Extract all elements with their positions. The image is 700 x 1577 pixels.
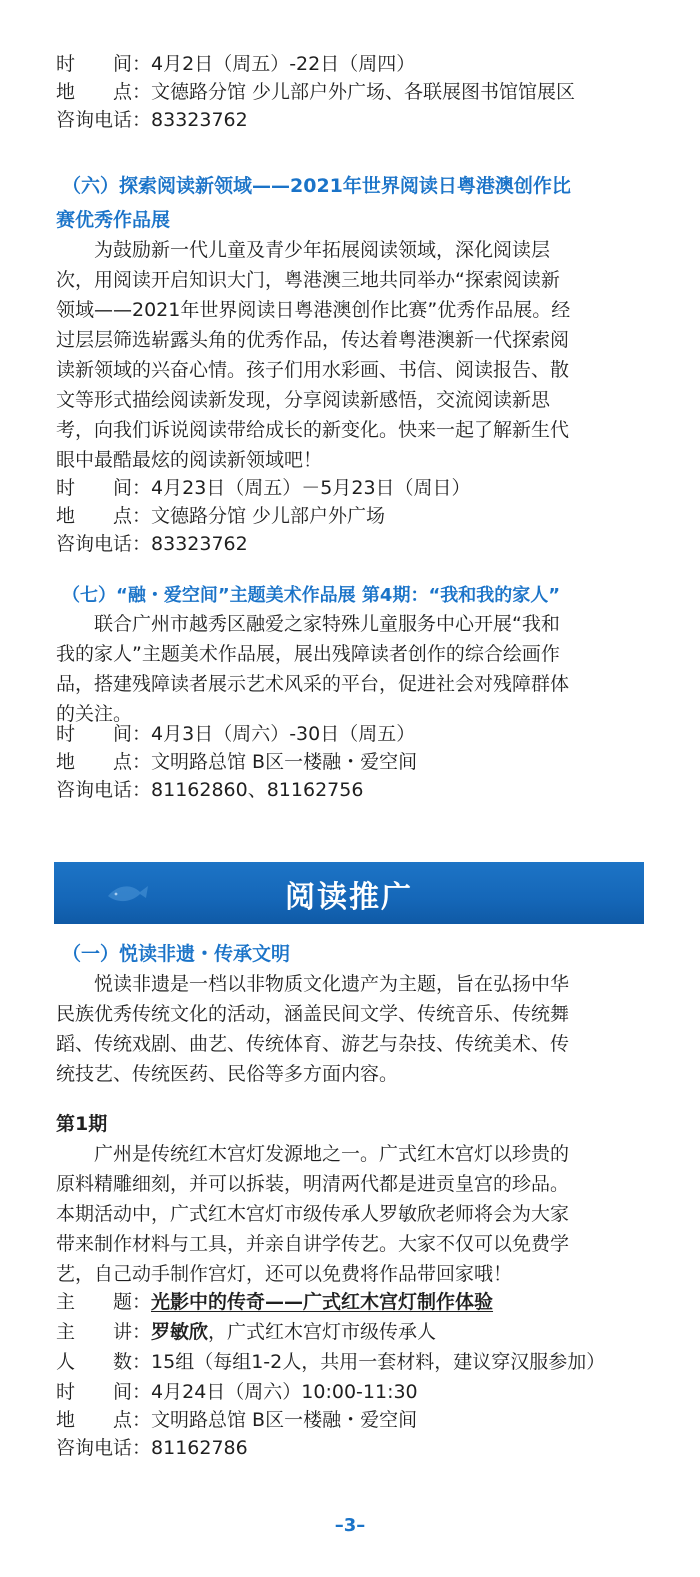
page-number: –3–	[334, 1515, 366, 1536]
body-line: 我的家人”主题美术作品展，展出残障读者创作的综合绘画作	[56, 643, 560, 665]
speaker-name: 罗敏欣	[151, 1321, 209, 1343]
body-line: 原料精雕细刻，并可以拆装，明清两代都是进贡皇宫的珍品。	[56, 1173, 570, 1195]
banner-title: 阅读推广	[285, 880, 413, 915]
info-phone-row	[56, 530, 248, 558]
body-line: 领域——2021年世界阅读日粤港澳创作比赛”优秀作品展。经	[56, 299, 571, 321]
info-time-row	[56, 720, 415, 748]
info-place-row	[56, 502, 385, 530]
section-heading: （一）悦读非遗・传承文明	[62, 943, 291, 965]
info-phone-row	[56, 776, 363, 804]
info-theme-row	[56, 1288, 493, 1316]
info-phone-row	[56, 1434, 248, 1462]
info-count-row	[56, 1348, 605, 1376]
info-label: 主 讲：	[56, 1321, 152, 1343]
body-line: 艺，自己动手制作宫灯，还可以免费将作品带回家哦！	[56, 1263, 513, 1285]
info-label: 时 间：	[56, 53, 152, 75]
info-label: 时 间：	[56, 723, 152, 745]
issue-title: 第1期	[56, 1113, 108, 1135]
info-value: 光影中的传奇——广式红木宫灯制作体验	[151, 1291, 494, 1313]
body-line: 统技艺、传统医药、民俗等多方面内容。	[56, 1063, 399, 1085]
body-line: 的关注。	[56, 703, 133, 725]
body-line: 眼中最酷最炫的阅读新领域吧！	[56, 449, 323, 471]
info-value: 81162860、81162756	[151, 779, 364, 801]
section-heading: （六）探索阅读新领域——2021年世界阅读日粤港澳创作比	[62, 175, 571, 197]
body-line: 过层层筛选崭露头角的优秀作品，传达着粤港澳新一代探索阅	[56, 329, 570, 351]
info-label: 主 题：	[56, 1291, 152, 1313]
info-label: 地 点：	[56, 81, 152, 103]
body-line: 次，用阅读开启知识大门，粤港澳三地共同举办“探索阅读新	[56, 269, 560, 291]
info-value: 4月2日（周五）-22日（周四）	[151, 53, 416, 75]
info-value: 83323762	[151, 533, 248, 555]
info-phone-row	[56, 106, 248, 134]
body-line: 联合广州市越秀区融爱之家特殊儿童服务中心开展“我和	[94, 613, 560, 635]
info-value: 83323762	[151, 109, 248, 131]
info-time-row	[56, 474, 471, 502]
section-heading: 赛优秀作品展	[56, 209, 171, 231]
body-line: 品，搭建残障读者展示艺术风采的平台，促进社会对残障群体	[56, 673, 570, 695]
info-label: 地 点：	[56, 505, 152, 527]
info-value: 4月23日（周五）－5月23日（周日）	[151, 477, 471, 499]
info-value: 文明路总馆 B区一楼融・爱空间	[151, 751, 418, 773]
speaker-description: ，广式红木宫灯市级传承人	[208, 1321, 437, 1343]
info-label: 咨询电话：	[56, 779, 152, 801]
info-label: 咨询电话：	[56, 109, 152, 131]
info-value: 4月3日（周六）-30日（周五）	[151, 723, 416, 745]
info-value: 4月24日（周六）10:00-11:30	[151, 1381, 418, 1403]
body-line: 考，向我们诉说阅读带给成长的新变化。快来一起了解新生代	[56, 419, 570, 441]
info-label: 地 点：	[56, 1409, 152, 1431]
body-line: 广州是传统红木宫灯发源地之一。广式红木宫灯以珍贵的	[94, 1143, 570, 1165]
info-place-row	[56, 1406, 417, 1434]
info-place-row	[56, 748, 417, 776]
info-label: 咨询电话：	[56, 533, 152, 555]
info-label: 咨询电话：	[56, 1437, 152, 1459]
body-line: 文等形式描绘阅读新发现，分享阅读新感悟，交流阅读新思	[56, 389, 551, 411]
info-label: 时 间：	[56, 1381, 152, 1403]
body-line: 带来制作材料与工具，并亲自讲学传艺。大家不仅可以免费学	[56, 1233, 570, 1255]
info-time-row	[56, 50, 415, 78]
body-line: 悦读非遗是一档以非物质文化遗产为主题，旨在弘扬中华	[94, 973, 570, 995]
info-label: 时 间：	[56, 477, 152, 499]
section-banner	[54, 862, 644, 924]
body-line: 民族优秀传统文化的活动，涵盖民间文学、传统音乐、传统舞	[56, 1003, 570, 1025]
body-line: 读新领域的兴奋心情。孩子们用水彩画、书信、阅读报告、散	[56, 359, 570, 381]
info-time-row	[56, 1378, 418, 1406]
info-value: 文德路分馆 少儿部户外广场	[151, 505, 386, 527]
info-value: 文德路分馆 少儿部户外广场、各联展图书馆馆展区	[151, 81, 576, 103]
info-value: 15组（每组1-2人，共用一套材料，建议穿汉服参加）	[151, 1351, 606, 1373]
body-line: 为鼓励新一代儿童及青少年拓展阅读领域，深化阅读层	[94, 239, 551, 261]
body-line: 蹈、传统戏剧、曲艺、传统体育、游艺与杂技、传统美术、传	[56, 1033, 570, 1055]
info-label: 地 点：	[56, 751, 152, 773]
info-label: 人 数：	[56, 1351, 152, 1373]
body-line: 本期活动中，广式红木宫灯市级传承人罗敏欣老师将会为大家	[56, 1203, 570, 1225]
info-place-row	[56, 78, 575, 106]
section-heading: （七）“融・爱空间”主题美术作品展 第4期：“我和我的家人”	[62, 585, 561, 606]
info-value: 81162786	[151, 1437, 248, 1459]
info-value: 文明路总馆 B区一楼融・爱空间	[151, 1409, 418, 1431]
info-speaker-row	[56, 1318, 436, 1346]
